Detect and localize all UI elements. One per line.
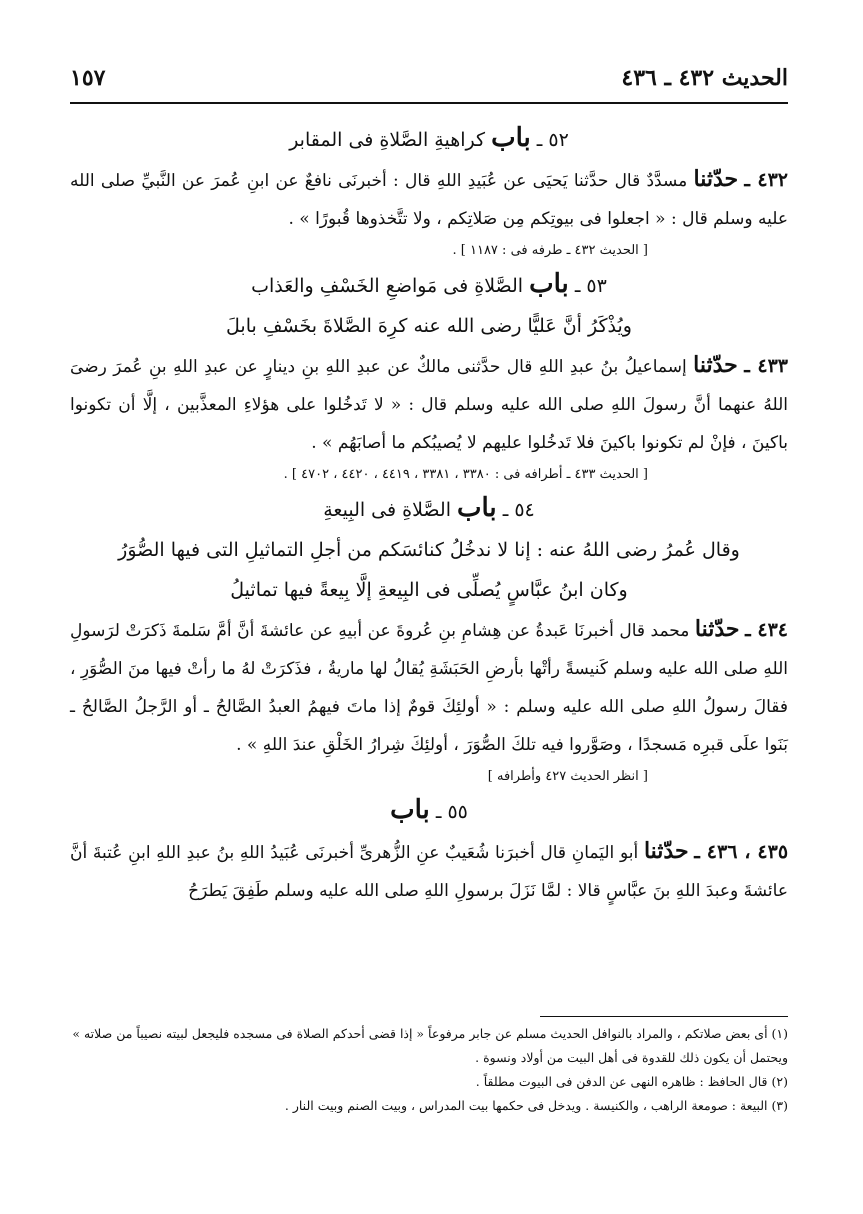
heading-title: الصَّلاةِ فى البِيعةِ [323,499,451,521]
heading-number: ٥٣ ـ [574,275,607,297]
heading-title: الصَّلاةِ فى مَواضعِ الخَسْفِ والعَذاب [251,275,524,297]
running-title: الحديث ٤٣٢ ـ ٤٣٦ [621,65,788,91]
hadith-reference: [ الحديث ٤٣٣ ـ أطرافه فى : ٣٣٨٠ ، ٣٣٨١ ، ٤٤١٩ ، ٤٤٢٠ ، ٤٧٠٢ ] . [283,467,648,482]
chapter-subline: وقال عُمرُ رضى اللهُ عنه : إنا لا ندخُلُ كنائسَكم من أجلِ التماثيلِ التى فيها الصُّوَرُ [118,539,740,561]
bab-word: باب [491,123,531,153]
hadith-text: أبو اليَمانِ قال أخبرَنا شُعَيبٌ عنِ الزُّهرىِّ أخبرنَى عُبَيدُ اللهِ بنُ عبدِ اللهِ ابنِ عُتبةَ أنَّ عائشةَ وعبدَ اللهِ بنَ عبَّاسٍ قالا : لمَّا نَزَلَ برسولِ اللهِ صلى الله عليه وسلم طَفِقَ يَطرَحُ [70,843,788,901]
header-rule [70,102,788,104]
chapter-subline: ويُذْكَرُ أنَّ عَليًّا رضى الله عنه كرِهَ الصَّلاةَ بخَسْفِ بابلَ [226,315,632,337]
chapter-heading-55 [70,790,788,832]
hadith-434 [70,610,788,764]
heading-number: ٥٢ ـ [536,129,569,151]
hadith-number: ٤٣٥ ، ٤٣٦ ـ [694,841,789,863]
footnote-rule [540,1016,788,1017]
haddathana-word: حدّثنا [693,166,739,192]
hadith-number: ٤٣٣ ـ [744,355,789,377]
chapter-heading-54 [70,488,788,530]
footnote-3: (٣) البيعة : صومعة الراهب ، والكنيسة . ويدخل فى حكمها بيت المدراس ، وبيت الصنم وبيت النار . [284,1098,788,1113]
bab-word: باب [390,795,430,825]
hadith-number: ٤٣٤ ـ [745,619,788,641]
chapter-heading-52 [70,118,788,160]
page-number: ١٥٧ [70,65,106,91]
footnote-2: (٢) قال الحافظ : ظاهره النهى عن الدفن فى البيوت مطلقاً . [475,1074,788,1089]
hadith-text: مسدَّدٌ قال حدَّثنا يَحيَى عن عُبَيدِ اللهِ قال : أخبرنَى نافعٌ عن ابنِ عُمرَ عن النَّبيِّ صلى الله عليه وسلم قال : « اجعلوا فى بيوتِكم مِن صَلاتِكم ، ولا تتَّخذوها قُبورًا » . [70,171,788,229]
hadith-435-436 [70,832,788,910]
chapter-heading-53 [70,264,788,306]
chapter-subline: وكان ابنُ عبَّاسٍ يُصلِّى فى البِيعةِ إلَّا بِيعةً فيها تماثيلُ [230,579,628,601]
haddathana-word: حدّثنا [694,616,740,642]
hadith-text: محمد قال أخبرنَا عَبدةُ عن هِشامِ بنِ عُروةَ عن أبيهِ عن عائشةَ أنَّ أمَّ سَلمةَ ذَكرَتْ لرَسولِ اللهِ صلى الله عليه وسلم كَنيسةً رأتْها بأرضِ الحَبَشَةِ يُقالُ لها ماريةُ ، فذَكرَتْ لهُ ما رأتْ فيها منَ الصُّوَرِ ، فقالَ رسولُ اللهِ صلى الله عليه وسلم : « أولئِكَ قومٌ إذا ماتَ فيهمُ العبدُ الصَّالحُ ـ أو الرَّجلُ الصَّالحُ ـ بَنَوا علَى قبرِه مَسجدًا ، وصَوَّروا فيه تلكَ الصُّوَرَ ، أولئِكَ شِرارُ الخَلْقِ عندَ اللهِ » . [70,621,788,755]
bab-word: باب [457,493,497,523]
bab-word: باب [529,269,569,299]
footnotes [70,1022,788,1118]
hadith-number: ٤٣٢ ـ [744,169,789,191]
heading-number: ٥٤ ـ [502,499,535,521]
hadith-433 [70,346,788,462]
hadith-text: إسماعيلُ بنُ عبدِ اللهِ قال حدَّثنى مالكٌ عن عبدِ اللهِ بنِ دينارٍ عن عبدِ اللهِ بنِ عُمرَ رضىَ اللهُ عنهما أنَّ رسولَ اللهِ صلى الله عليه وسلم قال : « لا تَدخُلوا على هؤلاءِ المعذَّبين ، إلَّا أن تكونوا باكينَ ، فإنْ لم تكونوا باكينَ فلا تَدخُلوا عليهم لا يُصيبُكم ما أصابَهُم » . [70,357,788,453]
page-header [70,58,788,98]
footnote-1: (١) أى بعض صلاتكم ، والمراد بالنوافل الحديث مسلم عن جابر مرفوعاً « إذا قضى أحدكم الصلاة فى مسجده فليجعل لبيته نصيباً من صلاته » ويحتمل أن يكون ذلك للقدوة فى أهل البيت من أولاد ونسوة . [72,1026,788,1065]
heading-title: كراهيةِ الصَّلاةِ فى المقابر [289,129,486,151]
heading-number: ٥٥ ـ [435,801,468,823]
main-text [70,118,788,910]
haddathana-word: حدّثنا [693,352,738,378]
hadith-reference: [ الحديث ٤٣٢ ـ طرفه فى : ١١٨٧ ] . [452,243,648,258]
haddathana-word: حدّثنا [643,838,689,864]
hadith-reference: [ انظر الحديث ٤٢٧ وأطرافه ] [487,769,648,784]
hadith-432 [70,160,788,238]
